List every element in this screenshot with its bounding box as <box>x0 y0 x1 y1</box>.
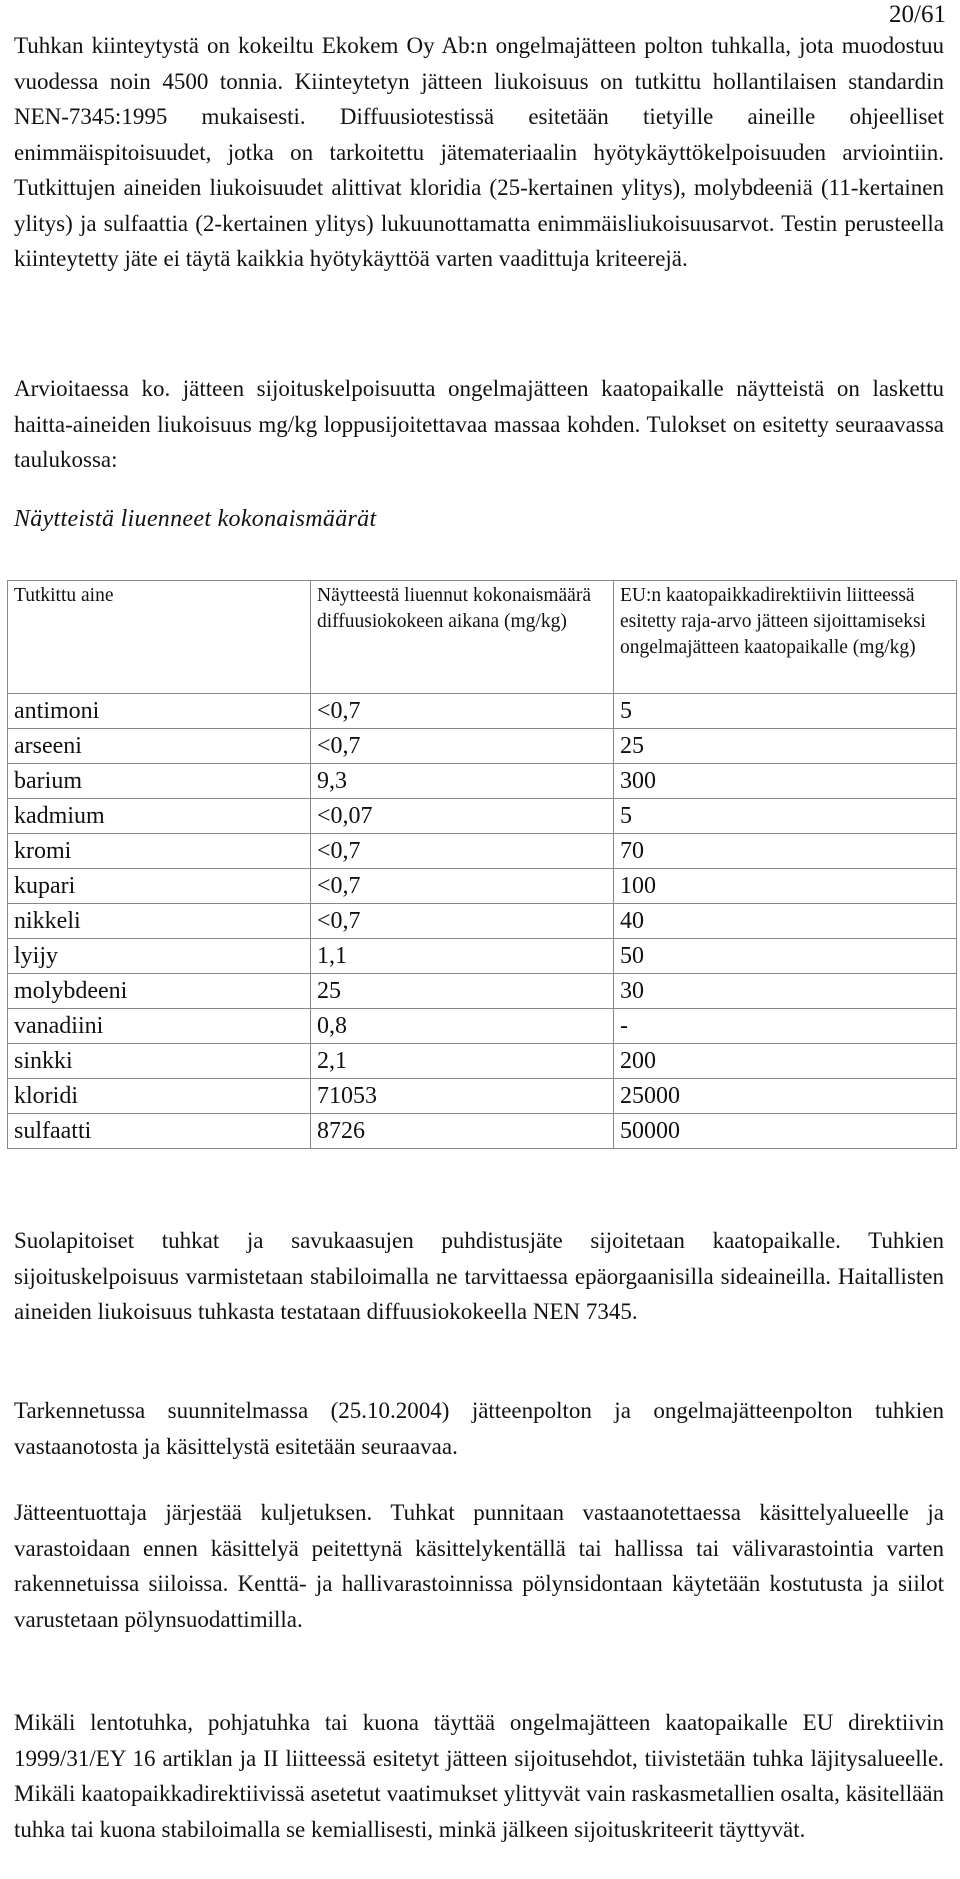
cell-dissolved: 71053 <box>311 1079 614 1114</box>
cell-substance: kloridi <box>8 1079 311 1114</box>
cell-dissolved: <0,7 <box>311 834 614 869</box>
table-row <box>8 1079 957 1114</box>
cell-limit: 5 <box>614 694 957 729</box>
table-header-row <box>8 581 957 694</box>
table-row <box>8 974 957 1009</box>
cell-limit: 5 <box>614 799 957 834</box>
cell-substance: nikkeli <box>8 904 311 939</box>
cell-substance: arseeni <box>8 729 311 764</box>
cell-limit: 30 <box>614 974 957 1009</box>
table-row <box>8 904 957 939</box>
table-row <box>8 939 957 974</box>
cell-limit: 25000 <box>614 1079 957 1114</box>
header-dissolved-amount: Näytteestä liuennut kokonaismäärä diffuusiokokeen aikana (mg/kg) <box>311 581 614 694</box>
cell-dissolved: <0,7 <box>311 904 614 939</box>
table-row <box>8 729 957 764</box>
cell-dissolved: 0,8 <box>311 1009 614 1044</box>
cell-substance: sinkki <box>8 1044 311 1079</box>
cell-substance: kadmium <box>8 799 311 834</box>
cell-substance: barium <box>8 764 311 799</box>
table-row <box>8 764 957 799</box>
table-row <box>8 834 957 869</box>
cell-limit: 70 <box>614 834 957 869</box>
table-row <box>8 869 957 904</box>
header-substance: Tutkittu aine <box>8 581 311 694</box>
table-row <box>8 694 957 729</box>
cell-limit: 50000 <box>614 1114 957 1149</box>
cell-limit: - <box>614 1009 957 1044</box>
table-row <box>8 1114 957 1149</box>
cell-limit: 100 <box>614 869 957 904</box>
cell-limit: 25 <box>614 729 957 764</box>
cell-dissolved: <0,7 <box>311 729 614 764</box>
cell-substance: kromi <box>8 834 311 869</box>
paragraph-arviointi: Arvioitaessa ko. jätteen sijoituskelpoisuutta ongelmajätteen kaatopaikalle näytteistä on laskettu haitta-aineiden liukoisuus mg/kg loppusijoitettavaa massaa kohden. Tulokset on esitetty seuraavassa taulukossa: <box>14 376 944 472</box>
paragraph-landfill-conditions: Mikäli lentotuhka, pohjatuhka tai kuona täyttää ongelmajätteen kaatopaikalle EU direktiivin 1999/31/EY 16 artiklan ja II liitteessä esitetyt jätteen sijoitusehdot, tiivistetään tuhka läjitysalueelle. Mikäli kaatopaikkadirektiivissä asetetut vaatimukset ylittyvät vain raskasmetallien osalta, käsitellään tuhka tai kuona stabiloimalla se kemiallisesti, minkä jälkeen sijoituskriteerit täyttyvät. <box>14 1710 944 1842</box>
cell-substance: sulfaatti <box>8 1114 311 1149</box>
paragraph-intro: Tuhkan kiinteytystä on kokeiltu Ekokem Oy Ab:n ongelmajätteen polton tuhkalla, jota muodostuu vuodessa noin 4500 tonnia. Kiinteytetyn jätteen liukoisuus on tutkittu hollantilaisen standardin NEN-7345:1995 mukaisesti. Diffuusiotestissä esitetään tietyille aineille ohjeelliset enimmäispitoisuudet, jotka on tarkoitettu jätemateriaalin hyötykäyttökelpoisuuden arviointiin. Tutkittujen aineiden liukoisuudet alittivat kloridia (25-kertainen ylitys), molybdeeniä (11-kertainen ylitys) ja sulfaattia (2-kertainen ylitys) lukuunottamatta enimmäisliukoisuusarvot. Testin perusteella kiinteytetty jäte ei täytä kaikkia hyötykäyttöä varten vaadittuja kriteerejä. <box>14 33 944 271</box>
cell-substance: lyijy <box>8 939 311 974</box>
cell-limit: 40 <box>614 904 957 939</box>
page-number: 20/61 <box>889 1 946 28</box>
cell-limit: 300 <box>614 764 957 799</box>
cell-substance: kupari <box>8 869 311 904</box>
cell-dissolved: 25 <box>311 974 614 1009</box>
cell-dissolved: <0,07 <box>311 799 614 834</box>
header-limit-value: EU:n kaatopaikkadirektiivin liitteessä esitetty raja-arvo jätteen sijoittamiseksi ongelmajätteen kaatopaikalle (mg/kg) <box>614 581 957 694</box>
cell-limit: 50 <box>614 939 957 974</box>
table-caption: Näytteistä liuenneet kokonaismäärät <box>14 506 377 532</box>
cell-dissolved: <0,7 <box>311 869 614 904</box>
table-row <box>8 1009 957 1044</box>
paragraph-refined-plan: Tarkennetussa suunnitelmassa (25.10.2004) jätteenpolton ja ongelmajätteenpolton tuhkien vastaanotosta ja käsittelystä esitetään seuraavaa. <box>14 1398 944 1459</box>
cell-dissolved: 9,3 <box>311 764 614 799</box>
cell-dissolved: <0,7 <box>311 694 614 729</box>
table-row <box>8 1044 957 1079</box>
table-row <box>8 799 957 834</box>
cell-dissolved: 8726 <box>311 1114 614 1149</box>
cell-substance: vanadiini <box>8 1009 311 1044</box>
cell-dissolved: 1,1 <box>311 939 614 974</box>
results-table <box>7 580 957 1149</box>
paragraph-transport: Jätteentuottaja järjestää kuljetuksen. Tuhkat punnitaan vastaanotettaessa käsittelyalueelle ja varastoidaan ennen käsittelyä peitettynä käsittelykentällä tai hallissa tai välivarastointia varten rakennetuissa siiloissa. Kenttä- ja hallivarastoinnissa pölynsidontaan käytetään kostutusta ja siilot varustetaan pölynsuodattimilla. <box>14 1500 944 1632</box>
cell-dissolved: 2,1 <box>311 1044 614 1079</box>
paragraph-salt-ashes: Suolapitoiset tuhkat ja savukaasujen puhdistusjäte sijoitetaan kaatopaikalle. Tuhkien sijoituskelpoisuus varmistetaan stabiloimalla ne tarvittaessa epäorgaanisilla sideaineilla. Haitallisten aineiden liukoisuus tuhkasta testataan diffuusiokokeella NEN 7345. <box>14 1228 944 1324</box>
cell-substance: molybdeeni <box>8 974 311 1009</box>
cell-limit: 200 <box>614 1044 957 1079</box>
cell-substance: antimoni <box>8 694 311 729</box>
